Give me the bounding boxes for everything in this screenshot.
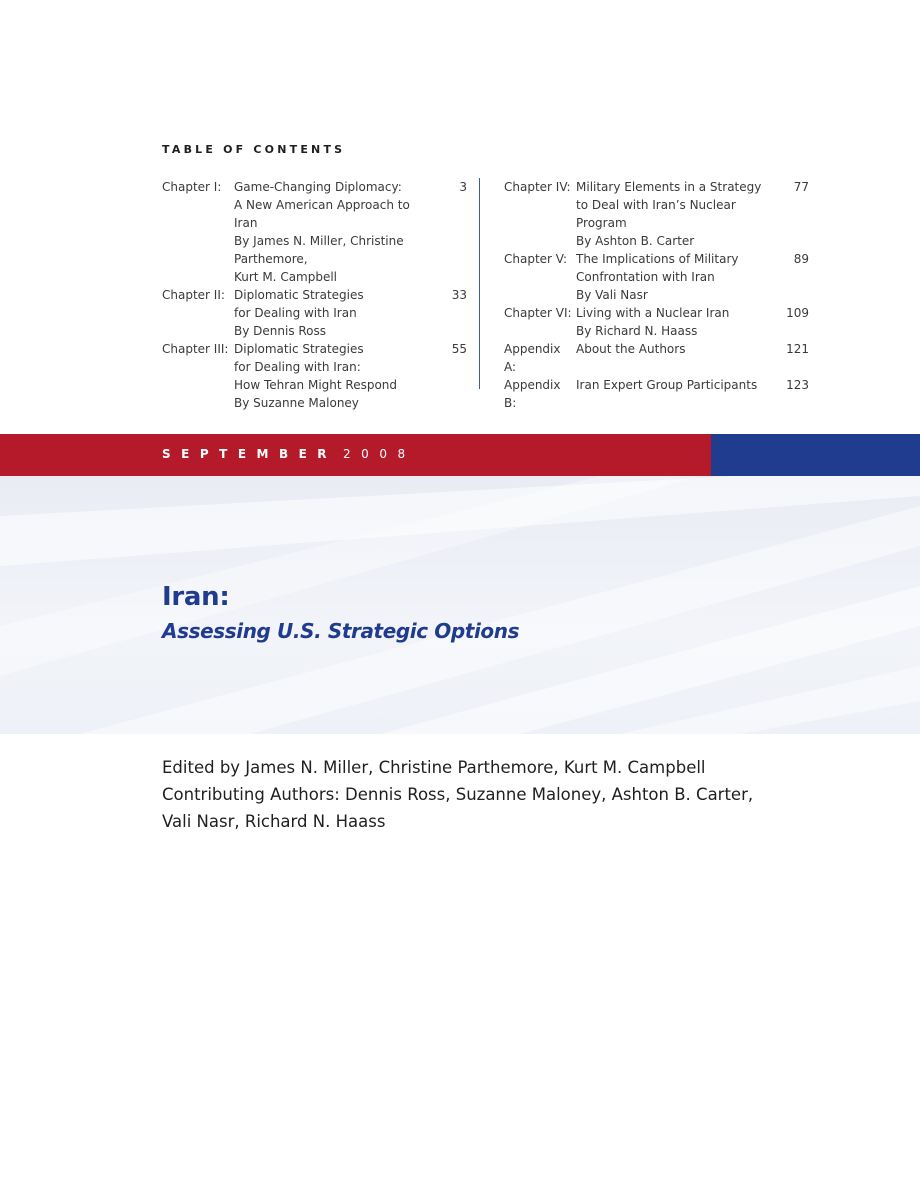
cover-title: Iran: [162,582,230,612]
cover-hero-background [0,476,920,734]
toc-line: Military Elements in a Strategy [576,180,762,194]
toc-entry-page: 109 [786,306,809,320]
toc-entry-page: 89 [793,252,809,266]
toc-line: About the Authors [576,342,686,356]
credits-block [162,754,782,835]
toc-entry-page: 121 [786,342,809,356]
toc-line: The Implications of Military [576,252,739,266]
toc-entry-label: Chapter V: [504,252,568,266]
toc-entry[interactable] [162,286,467,340]
toc-line: Confrontation with Iran [576,270,715,284]
toc-line: Living with a Nuclear Iran [576,306,730,320]
toc-line: How Tehran Might Respond [234,378,398,392]
toc-entry-label: Chapter VI: [504,306,572,320]
publication-date [162,447,416,461]
toc-entry[interactable] [504,304,809,340]
toc-entry[interactable] [504,178,809,250]
toc-line: Kurt M. Campbell [234,270,338,284]
toc-entry-label: Chapter III: [162,342,229,356]
toc-entry-title [234,286,427,340]
toc-line: to Deal with Iran’s Nuclear Program [576,198,736,230]
toc-entry-title [234,340,427,412]
toc-entry[interactable] [504,250,809,304]
toc-line: Game-Changing Diplomacy: [234,180,402,194]
toc-right-column [504,178,809,412]
cover-subtitle: Assessing U.S. Strategic Options [162,619,520,643]
toc-divider [479,178,480,389]
toc-entry-page: 123 [786,378,809,392]
toc-entry-label: Appendix B: [504,378,561,410]
toc-line: Diplomatic Strategies [234,342,364,356]
light-rays-graphic [0,476,920,734]
toc-entry-page: 55 [451,342,467,356]
toc-line: By James N. Miller, Christine Parthemore, [234,234,404,266]
credits-authors-continued: Vali Nasr, Richard N. Haass [162,812,386,831]
toc-entry-label: Chapter I: [162,180,222,194]
toc-line: Diplomatic Strategies [234,288,364,302]
toc-line: By Vali Nasr [576,288,648,302]
toc-entry-page: 33 [451,288,467,302]
toc-line: Iran Expert Group Participants [576,378,758,392]
toc-line: for Dealing with Iran: [234,360,361,374]
toc-line: A New American Approach to Iran [234,198,410,230]
toc-entry-title [234,178,427,286]
toc-entry-title [576,376,769,412]
toc-entry-title [576,340,769,376]
toc-entry-label: Appendix A: [504,342,561,374]
toc-entry[interactable] [162,340,467,412]
toc-entry-title [576,250,769,304]
toc-entry[interactable] [504,340,809,376]
publication-month: SEPTEMBER [162,447,338,461]
toc-heading: TABLE OF CONTENTS [162,143,346,156]
toc-entry-label: Chapter II: [162,288,225,302]
banner-blue-bar [711,434,920,476]
toc-entry[interactable] [162,178,467,286]
toc-entry[interactable] [504,376,809,412]
toc-line: for Dealing with Iran [234,306,357,320]
toc-entry-page: 3 [459,180,467,194]
toc-left-column [162,178,467,412]
publication-year: 2008 [343,447,416,461]
toc-line: By Dennis Ross [234,324,327,338]
toc-entry-page: 77 [793,180,809,194]
credits-authors: Contributing Authors: Dennis Ross, Suzanne Maloney, Ashton B. Carter, [162,785,754,804]
toc-line: By Ashton B. Carter [576,234,695,248]
toc-line: By Suzanne Maloney [234,396,359,410]
credits-editors: Edited by James N. Miller, Christine Parthemore, Kurt M. Campbell [162,758,706,777]
toc-entry-title [576,304,769,340]
toc-line: By Richard N. Haass [576,324,698,338]
toc-entry-label: Chapter IV: [504,180,571,194]
toc-entry-title [576,178,769,250]
